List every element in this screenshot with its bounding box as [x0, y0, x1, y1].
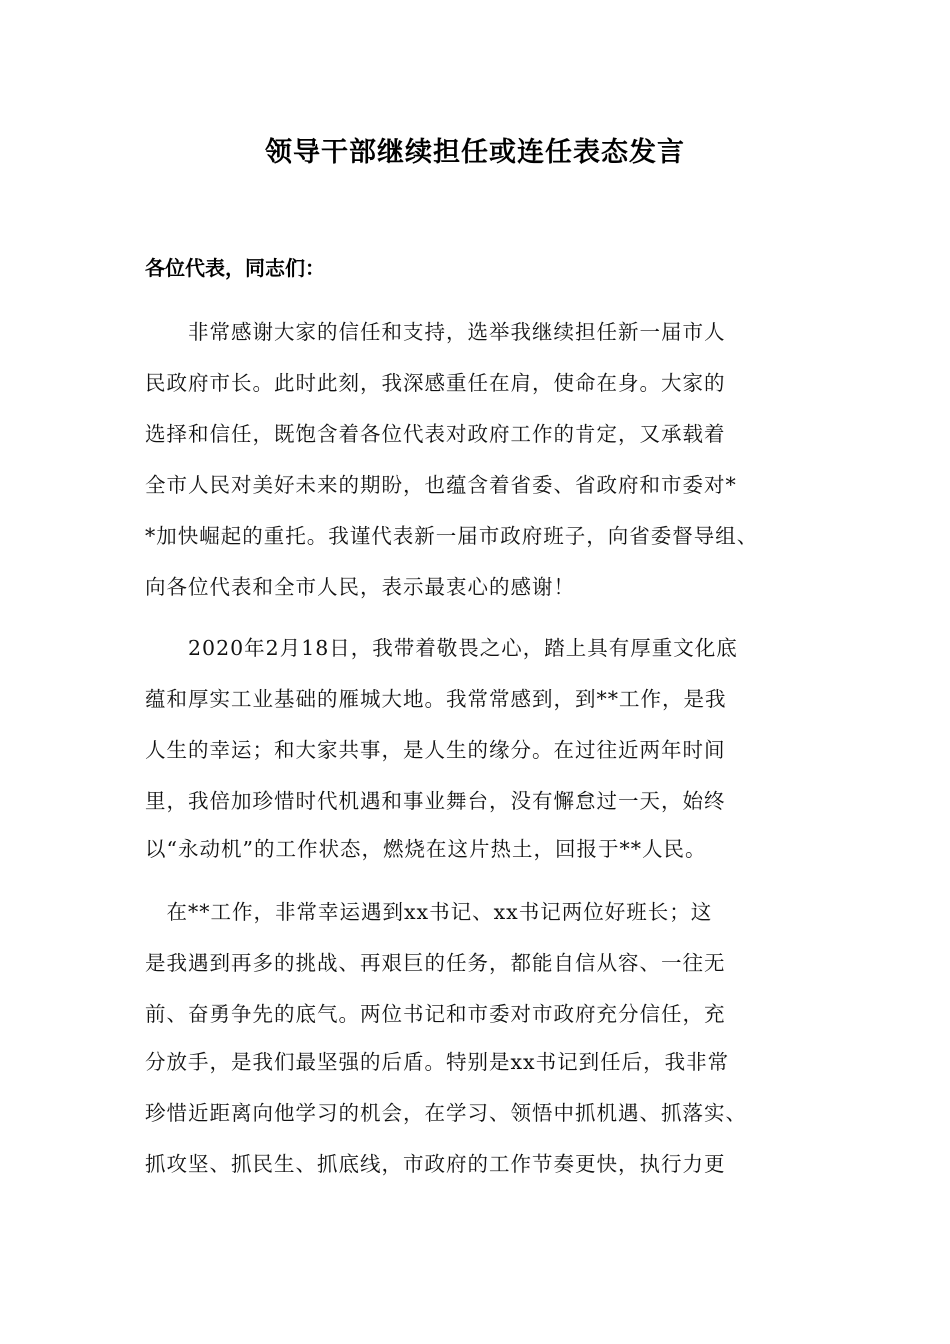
paragraph-line: 蕴和厚实工业基础的雁城大地。我常常感到，到**工作，是我	[145, 687, 727, 711]
paragraph-line: 里，我倍加珍惜时代机遇和事业舞台，没有懈怠过一天，始终	[145, 789, 726, 813]
document-title: 领导干部继续担任或连任表态发言	[265, 137, 685, 168]
paragraph-line: 以“永动机”的工作状态，燃烧在这片热土，回报于**人民。	[145, 837, 707, 861]
paragraph-line: 前、奋勇争先的底气。两位书记和市委对市政府充分信任，充	[145, 1002, 726, 1026]
paragraph-line: 珍惜近距离向他学习的机会，在学习、领悟中抓机遇、抓落实、	[145, 1101, 747, 1125]
paragraph-line: 人生的幸运；和大家共事，是人生的缘分。在过往近两年时间	[145, 738, 726, 762]
paragraph-line: 选择和信任，既饱含着各位代表对政府工作的肯定，又承载着	[145, 422, 726, 446]
paragraph-line: 非常感谢大家的信任和支持，选举我继续担任新一届市人	[145, 320, 726, 344]
paragraph-line: 分放手，是我们最坚强的后盾。特别是xx书记到任后，我非常	[145, 1050, 730, 1074]
paragraph-line: 民政府市长。此时此刻，我深感重任在肩，使命在身。大家的	[145, 371, 726, 395]
paragraph-line: 向各位代表和全市人民，表示最衷心的感谢！	[145, 575, 575, 599]
paragraph-line: 全市人民对美好未来的期盼，也蕴含着省委、省政府和市委对*	[145, 473, 737, 497]
paragraph-line: 是我遇到再多的挑战、再艰巨的任务，都能自信从容、一往无	[145, 951, 726, 975]
paragraph-line: 抓攻坚、抓民生、抓底线，市政府的工作节奏更快，执行力更	[145, 1152, 726, 1176]
paragraph-line: 2020年2月18日，我带着敬畏之心，踏上具有厚重文化底	[145, 636, 738, 660]
paragraph-line: *加快崛起的重托。我谨代表新一届市政府班子，向省委督导组、	[145, 524, 759, 548]
paragraph-line: 在**工作，非常幸运遇到xx书记、xx书记两位好班长；这	[145, 900, 713, 924]
salutation: 各位代表，同志们：	[145, 256, 325, 280]
